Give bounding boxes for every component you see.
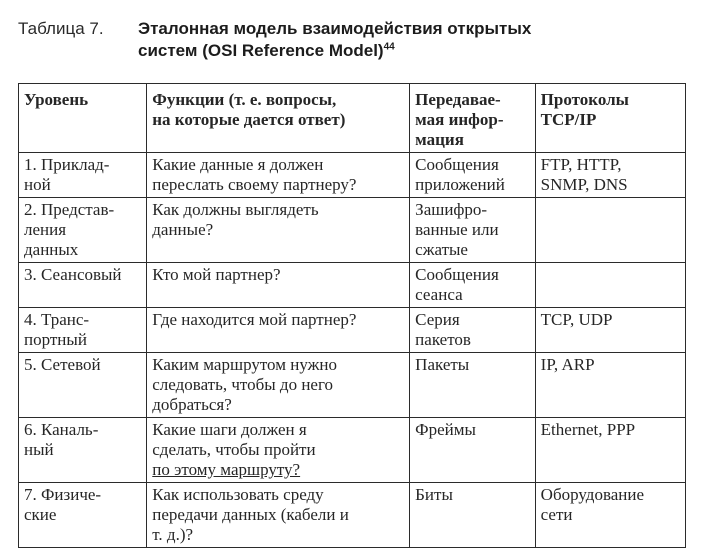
table-title-line-2: систем (OSI Reference Model) <box>138 41 384 60</box>
cell-text: ной <box>24 175 51 194</box>
cell-text: 2. Представ- <box>24 200 115 219</box>
cell-text: Какие шаги должен я <box>152 420 307 439</box>
cell-text: портный <box>24 330 87 349</box>
cell-text: 1. Приклад- <box>24 155 110 174</box>
cell-text: сжатые <box>415 240 468 259</box>
cell-text: по этому маршруту? <box>152 460 301 479</box>
header-text: Уровень <box>24 90 89 109</box>
table-row <box>19 308 686 353</box>
cell-text: данные? <box>152 220 214 239</box>
cell-function <box>147 353 410 418</box>
cell-text: 6. Каналь- <box>24 420 99 439</box>
cell-text: данных <box>24 240 79 259</box>
cell-text: IP, ARP <box>540 355 595 374</box>
header-cell-level <box>19 84 147 153</box>
cell-info <box>410 153 536 198</box>
cell-info <box>410 198 536 263</box>
cell-text: ления <box>24 220 67 239</box>
table-label: Таблица 7. <box>18 19 104 38</box>
header-text: на которые дается ответ) <box>152 110 346 129</box>
cell-level <box>19 153 147 198</box>
cell-text: Пакеты <box>415 355 470 374</box>
table-row <box>19 153 686 198</box>
header-cell-protocols <box>535 84 685 153</box>
cell-text: ванные или <box>415 220 499 239</box>
cell-text: Кто мой партнер? <box>152 265 281 284</box>
cell-protocols <box>535 483 685 548</box>
header-text: TCP/IP <box>540 110 597 129</box>
cell-info <box>410 483 536 548</box>
footnote-mark: 44 <box>383 41 395 53</box>
header-cell-functions <box>147 84 410 153</box>
table-title <box>138 18 531 62</box>
cell-function <box>147 153 410 198</box>
cell-text: следовать, чтобы до него <box>152 375 334 394</box>
cell-text: добраться? <box>152 395 232 414</box>
header-text: Протоколы <box>540 90 629 109</box>
header-row <box>19 84 686 153</box>
cell-protocols <box>535 198 685 263</box>
header-cell-info <box>410 84 536 153</box>
table-title-line-1: Эталонная модель взаимодействия открытых <box>138 19 532 38</box>
cell-protocols <box>535 353 685 418</box>
cell-text: Фреймы <box>415 420 476 439</box>
table-row <box>19 418 686 483</box>
header-text: Передавае- <box>415 90 501 109</box>
cell-text: Зашифро- <box>415 200 488 219</box>
cell-text: SNMP, DNS <box>540 175 628 194</box>
cell-function <box>147 483 410 548</box>
cell-text: 7. Физиче- <box>24 485 102 504</box>
cell-text: ный <box>24 440 54 459</box>
cell-text: пакетов <box>415 330 471 349</box>
cell-text: TCP, UDP <box>540 310 613 329</box>
cell-text: Ethernet, PPP <box>540 420 636 439</box>
cell-info <box>410 353 536 418</box>
cell-function <box>147 198 410 263</box>
header-text: мая инфор- <box>415 110 504 129</box>
cell-text: Каким маршрутом нужно <box>152 355 337 374</box>
table-row <box>19 353 686 418</box>
cell-text: Как должны выглядеть <box>152 200 319 219</box>
cell-text: 3. Сеансовый <box>24 265 122 284</box>
table-row <box>19 483 686 548</box>
cell-level <box>19 353 147 418</box>
cell-protocols <box>535 263 685 308</box>
cell-text: Биты <box>415 485 453 504</box>
cell-text: Оборудование <box>540 485 645 504</box>
cell-info <box>410 308 536 353</box>
cell-level <box>19 198 147 263</box>
header-text: Функции (т. е. вопросы, <box>152 90 337 109</box>
cell-level <box>19 263 147 308</box>
cell-function <box>147 308 410 353</box>
cell-protocols <box>535 153 685 198</box>
cell-text: передачи данных (кабели и <box>152 505 349 524</box>
cell-text: Какие данные я должен <box>152 155 324 174</box>
header-text: мация <box>415 130 464 149</box>
cell-text: сделать, чтобы пройти <box>152 440 316 459</box>
cell-text: Сообщения <box>415 155 499 174</box>
table-row <box>19 263 686 308</box>
osi-model-table <box>18 83 686 548</box>
table-row <box>19 198 686 263</box>
cell-text: сеанса <box>415 285 463 304</box>
cell-info <box>410 418 536 483</box>
cell-function <box>147 263 410 308</box>
cell-text: сети <box>540 505 573 524</box>
cell-protocols <box>535 308 685 353</box>
cell-text: Серия <box>415 310 460 329</box>
cell-text: 5. Сетевой <box>24 355 101 374</box>
cell-text: FTP, HTTP, <box>540 155 622 174</box>
cell-text: т. д.)? <box>152 525 194 544</box>
cell-text: Сообщения <box>415 265 499 284</box>
cell-function <box>147 418 410 483</box>
cell-info <box>410 263 536 308</box>
cell-text: Как использовать среду <box>152 485 324 504</box>
cell-text: переслать своему партнеру? <box>152 175 357 194</box>
cell-text: ские <box>24 505 57 524</box>
cell-level <box>19 418 147 483</box>
cell-level <box>19 483 147 548</box>
cell-text: Где находится мой партнер? <box>152 310 357 329</box>
cell-protocols <box>535 418 685 483</box>
cell-level <box>19 308 147 353</box>
cell-text: приложений <box>415 175 505 194</box>
cell-text: 4. Транс- <box>24 310 90 329</box>
